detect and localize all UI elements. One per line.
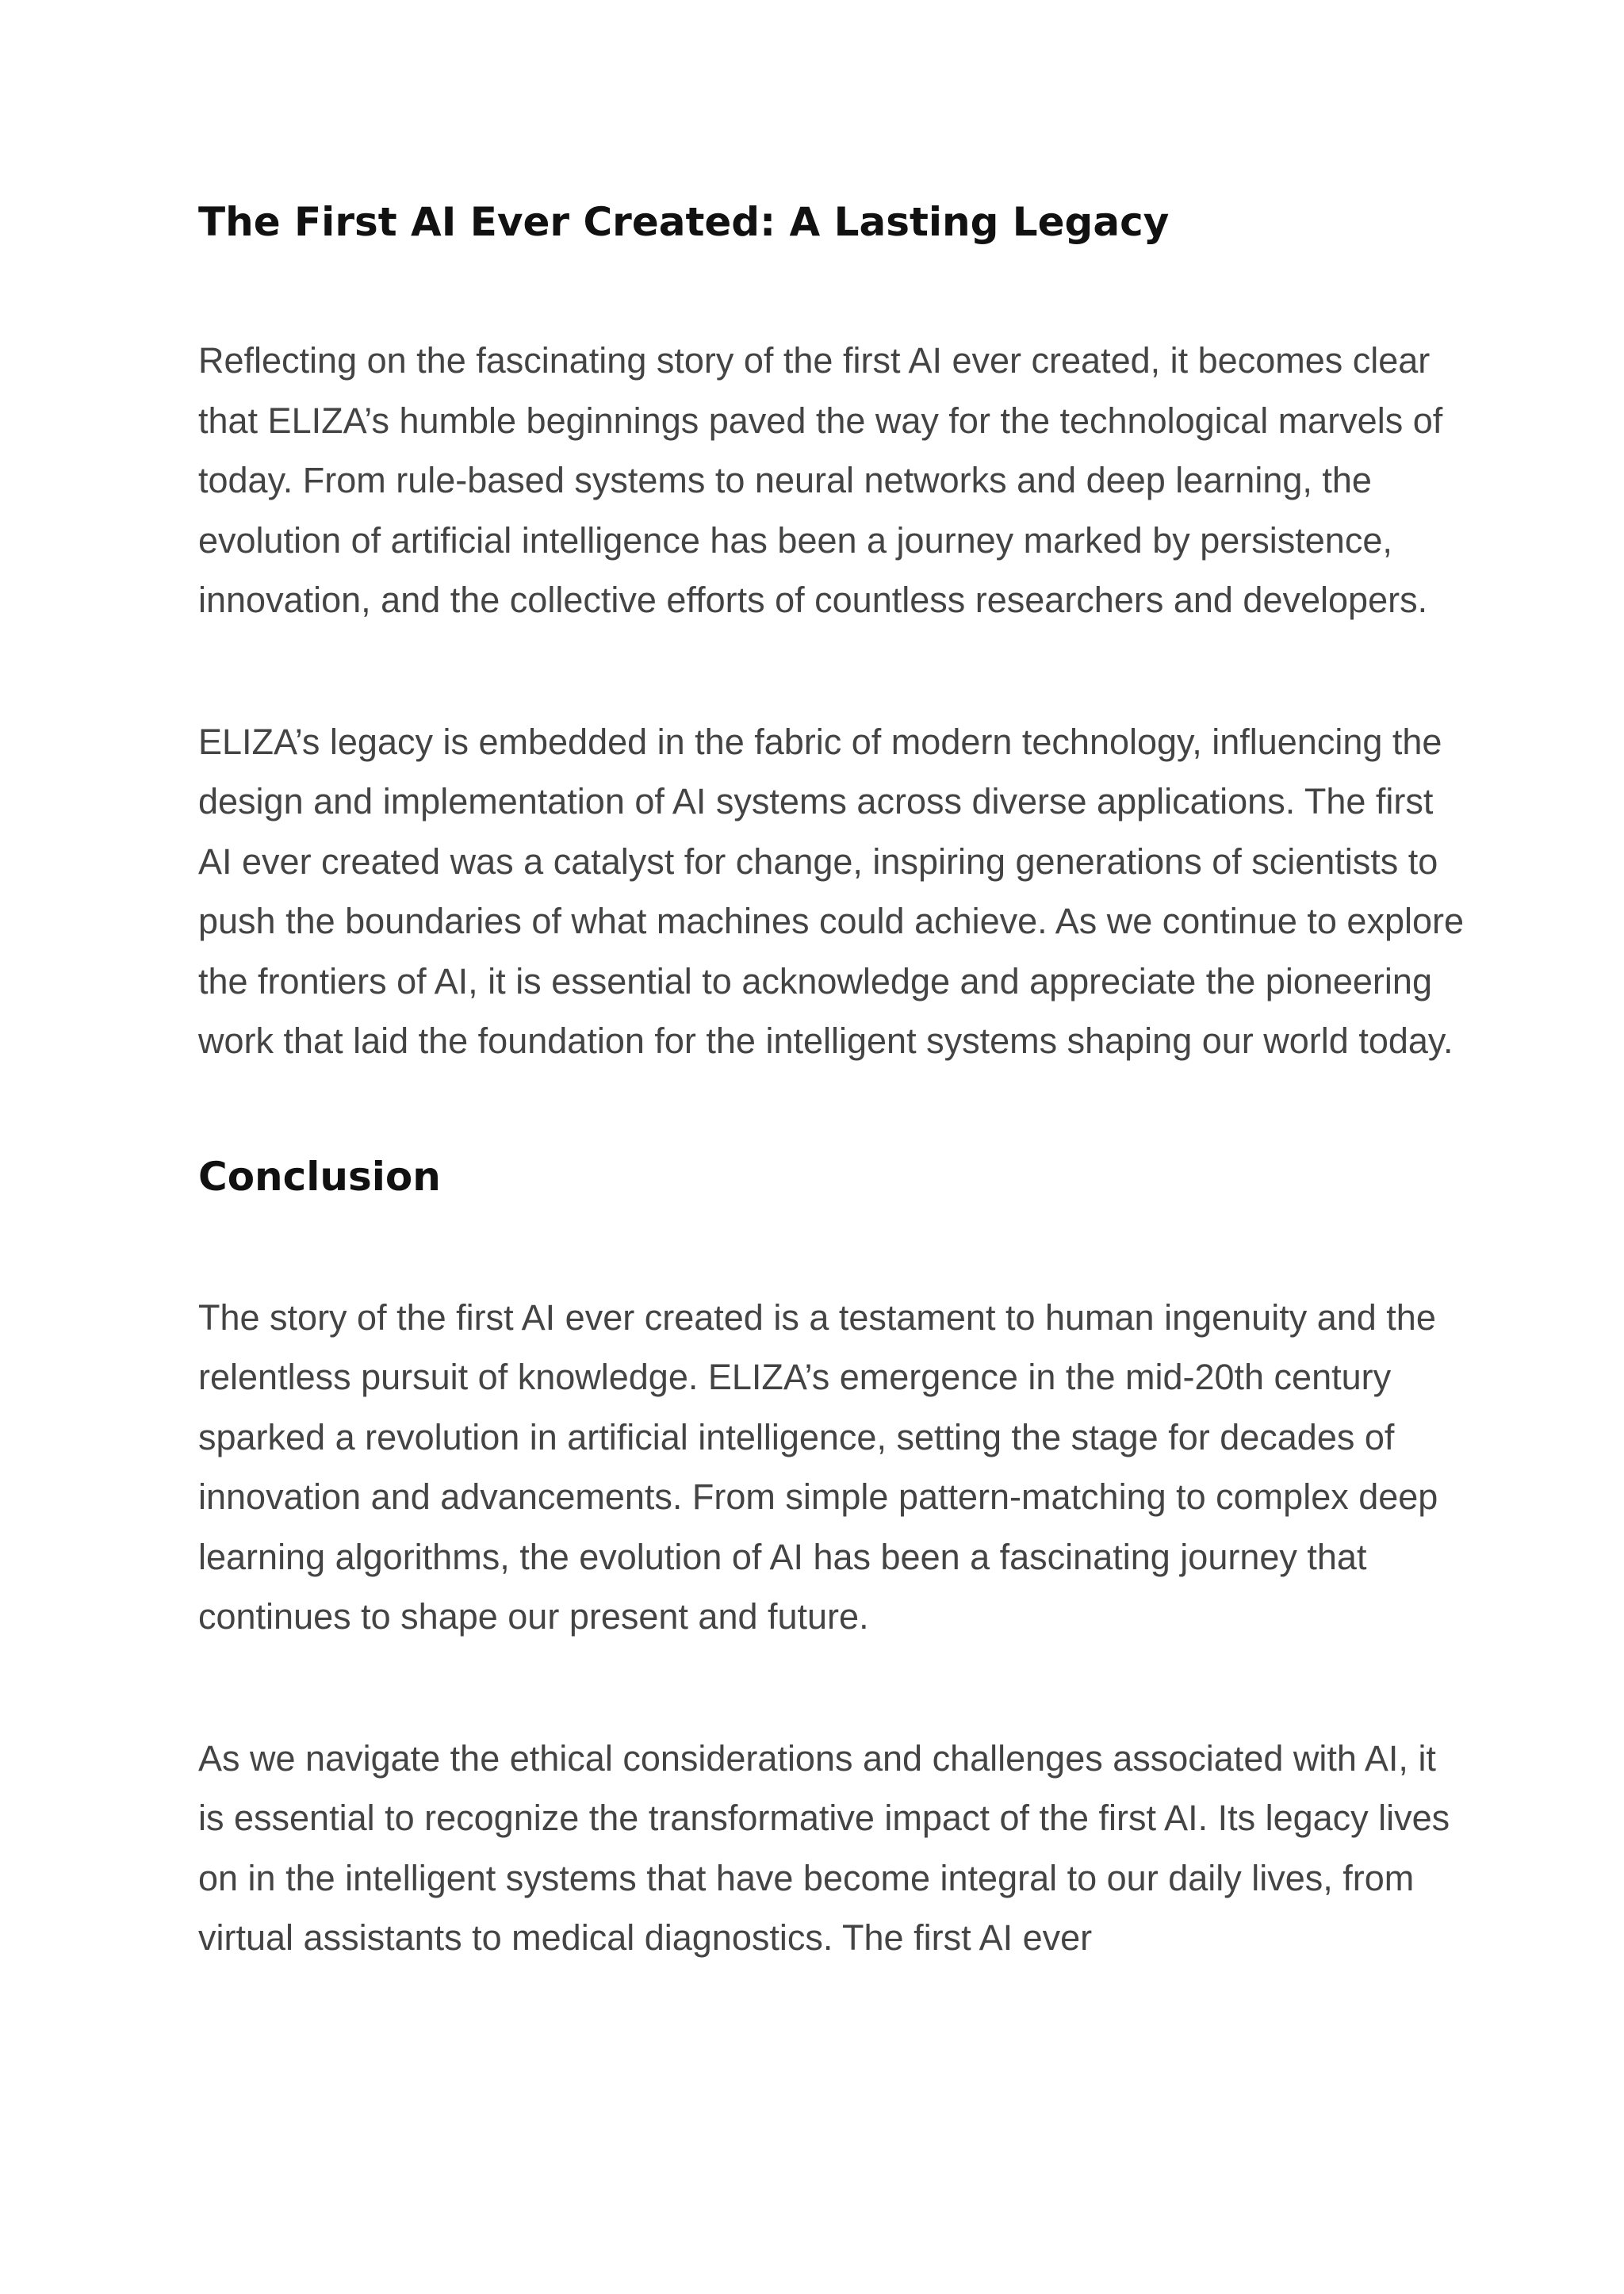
document-page bbox=[198, 194, 1467, 1968]
paragraph-legacy-1: Reflecting on the fascinating story of the first AI ever created, it becomes clear that ELIZA’s humble beginnings paved the way for the technological marvels of today. From rule-based systems to neural networks and deep learning, the evolution of artificial intelligence has been a journey marked by persistence, innovation, and the collective efforts of countless researchers and developers. bbox=[198, 340, 1443, 620]
paragraph-conclusion-1: The story of the first AI ever created is a testament to human ingenuity and the relentless pursuit of knowledge. ELIZA’s emergence in the mid-20th century sparked a revolution in artificial intelligence, setting the stage for decades of innovation and advancements. From simple pattern-matching to complex deep learning algorithms, the evolution of AI has been a fascinating journey that continues to shape our present and future. bbox=[198, 1296, 1438, 1637]
section-heading-legacy: The First AI Ever Created: A Lasting Legacy bbox=[198, 199, 1170, 245]
paragraph-conclusion-2: As we navigate the ethical considerations and challenges associated with AI, it is essential to recognize the transformative impact of the first AI. Its legacy lives on in the intelligent systems that have become integral to our daily lives, from virtual assistants to medical diagnostics. The first AI ever bbox=[198, 1737, 1450, 1958]
paragraph-legacy-2: ELIZA’s legacy is embedded in the fabric of modern technology, influencing the design and implementation of AI systems across diverse applications. The first AI ever created was a catalyst for change, inspiring generations of scientists to push the boundaries of what machines could achieve. As we continue to explore the frontiers of AI, it is essential to acknowledge and appreciate the pioneering work that laid the foundation for the intelligent systems shaping our world today. bbox=[198, 721, 1465, 1061]
section-heading-conclusion: Conclusion bbox=[198, 1153, 441, 1200]
